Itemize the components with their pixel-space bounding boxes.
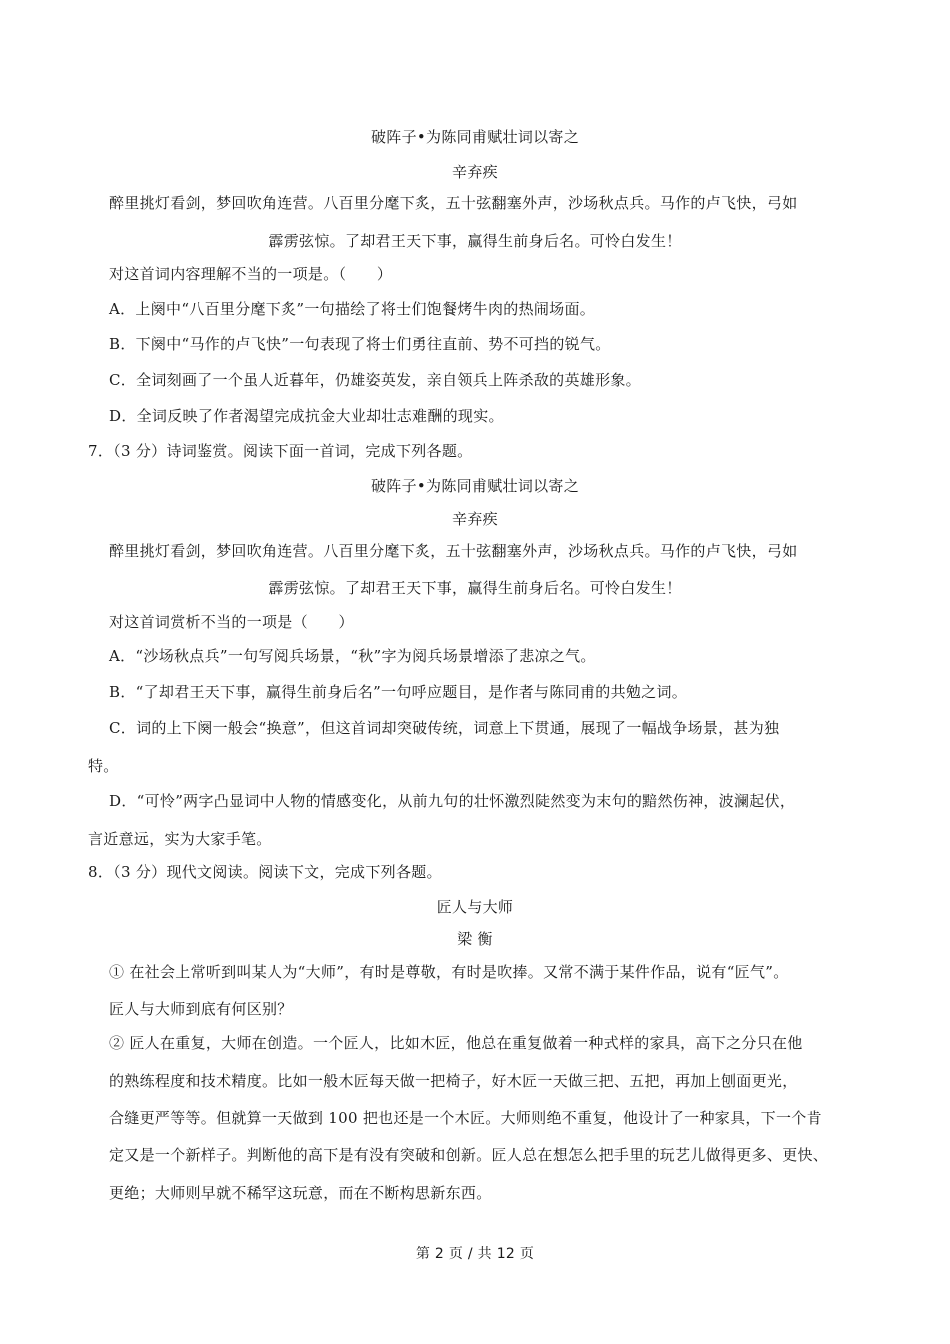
q8-p1-line1: ① 在社会上常听到叫某人为“大师”，有时是尊敬，有时是吹捧。又常不满于某件作品，说有“匠气”。 [109,963,789,981]
page-footer: 第 2 页 / 共 12 页 [415,1246,535,1262]
poem1-author: 辛弃疾 [452,163,498,181]
q8-article-author: 梁 衡 [457,930,493,948]
q7-option-a: A．“沙场秋点兵”一句写阅兵场景，“秋”字为阅兵场景增添了悲凉之气。 [109,647,596,665]
q6-stem: 对这首词内容理解不当的一项是。（ ） [109,265,393,283]
q7-poem-body-line2: 霹雳弦惊。了却君王天下事，赢得生前身后名。可怜白发生！ [268,579,682,597]
q8-article-title: 匠人与大师 [436,898,514,916]
q7-option-c-line1: C．词的上下阕一般会“换意”，但这首词却突破传统，词意上下贯通，展现了一幅战争场景，甚为独 [109,719,780,737]
q7-option-d-line2: 言近意远，实为大家手笔。 [88,830,272,848]
q7-option-d-line1: D．“可怜”两字凸显词中人物的情感变化，从前九句的壮怀激烈陡然变为末句的黯然伤神，波澜起伏， [109,792,796,810]
q6-option-d: D．全词反映了作者渴望完成抗金大业却壮志难酬的现实。 [109,407,504,425]
q8-p2-line5: 更绝；大师则早就不稀罕这玩意，而在不断构思新东西。 [109,1184,492,1202]
q7-header: 7．（3 分）诗词鉴赏。阅读下面一首词，完成下列各题。 [88,442,473,460]
poem1-body-line2: 霹雳弦惊。了却君王天下事，赢得生前身后名。可怜白发生！ [268,232,682,250]
poem1-body-line1: 醉里挑灯看剑，梦回吹角连营。八百里分麾下炙，五十弦翻塞外声，沙场秋点兵。马作的卢飞快，弓如 [109,194,798,212]
q7-stem: 对这首词赏析不当的一项是（ ） [109,613,354,631]
q8-p1-line2: 匠人与大师到底有何区别？ [109,1000,293,1018]
q6-option-a: A．上阕中“八百里分麾下炙”一句描绘了将士们饱餐烤牛肉的热闹场面。 [109,300,596,318]
poem1-title: 破阵子•为陈同甫赋壮词以寄之 [370,128,580,146]
q7-option-b: B．“了却君王天下事，赢得生前身后名”一句呼应题目，是作者与陈同甫的共勉之词。 [109,683,688,701]
q8-p2-line2: 的熟练程度和技术精度。比如一般木匠每天做一把椅子，好木匠一天做三把、五把，再加上刨面更光， [109,1072,798,1090]
q7-poem-author: 辛弃疾 [452,510,498,528]
q7-poem-body-line1: 醉里挑灯看剑，梦回吹角连营。八百里分麾下炙，五十弦翻塞外声，沙场秋点兵。马作的卢飞快，弓如 [109,542,798,560]
q8-p2-line4: 定又是一个新样子。判断他的高下是有没有突破和创新。匠人总在想怎么把手里的玩艺儿做得更多、更快、 [109,1146,829,1164]
q7-poem-title: 破阵子•为陈同甫赋壮词以寄之 [370,477,580,495]
q8-p2-line3: 合缝更严等等。但就算一天做到 100 把也还是一个木匠。大师则绝不重复，他设计了一种家具，下一个肯 [109,1109,822,1127]
q6-option-c: C．全词刻画了一个虽人近暮年，仍雄姿英发，亲自领兵上阵杀敌的英雄形象。 [109,371,641,389]
q8-p2-line1: ② 匠人在重复，大师在创造。一个匠人，比如木匠，他总在重复做着一种式样的家具，高下之分只在他 [109,1034,803,1052]
q6-option-b: B．下阕中“马作的卢飞快”一句表现了将士们勇往直前、势不可挡的锐气。 [109,335,611,353]
q8-header: 8．（3 分）现代文阅读。阅读下文，完成下列各题。 [88,863,442,881]
q7-option-c-line2: 特。 [88,757,119,775]
